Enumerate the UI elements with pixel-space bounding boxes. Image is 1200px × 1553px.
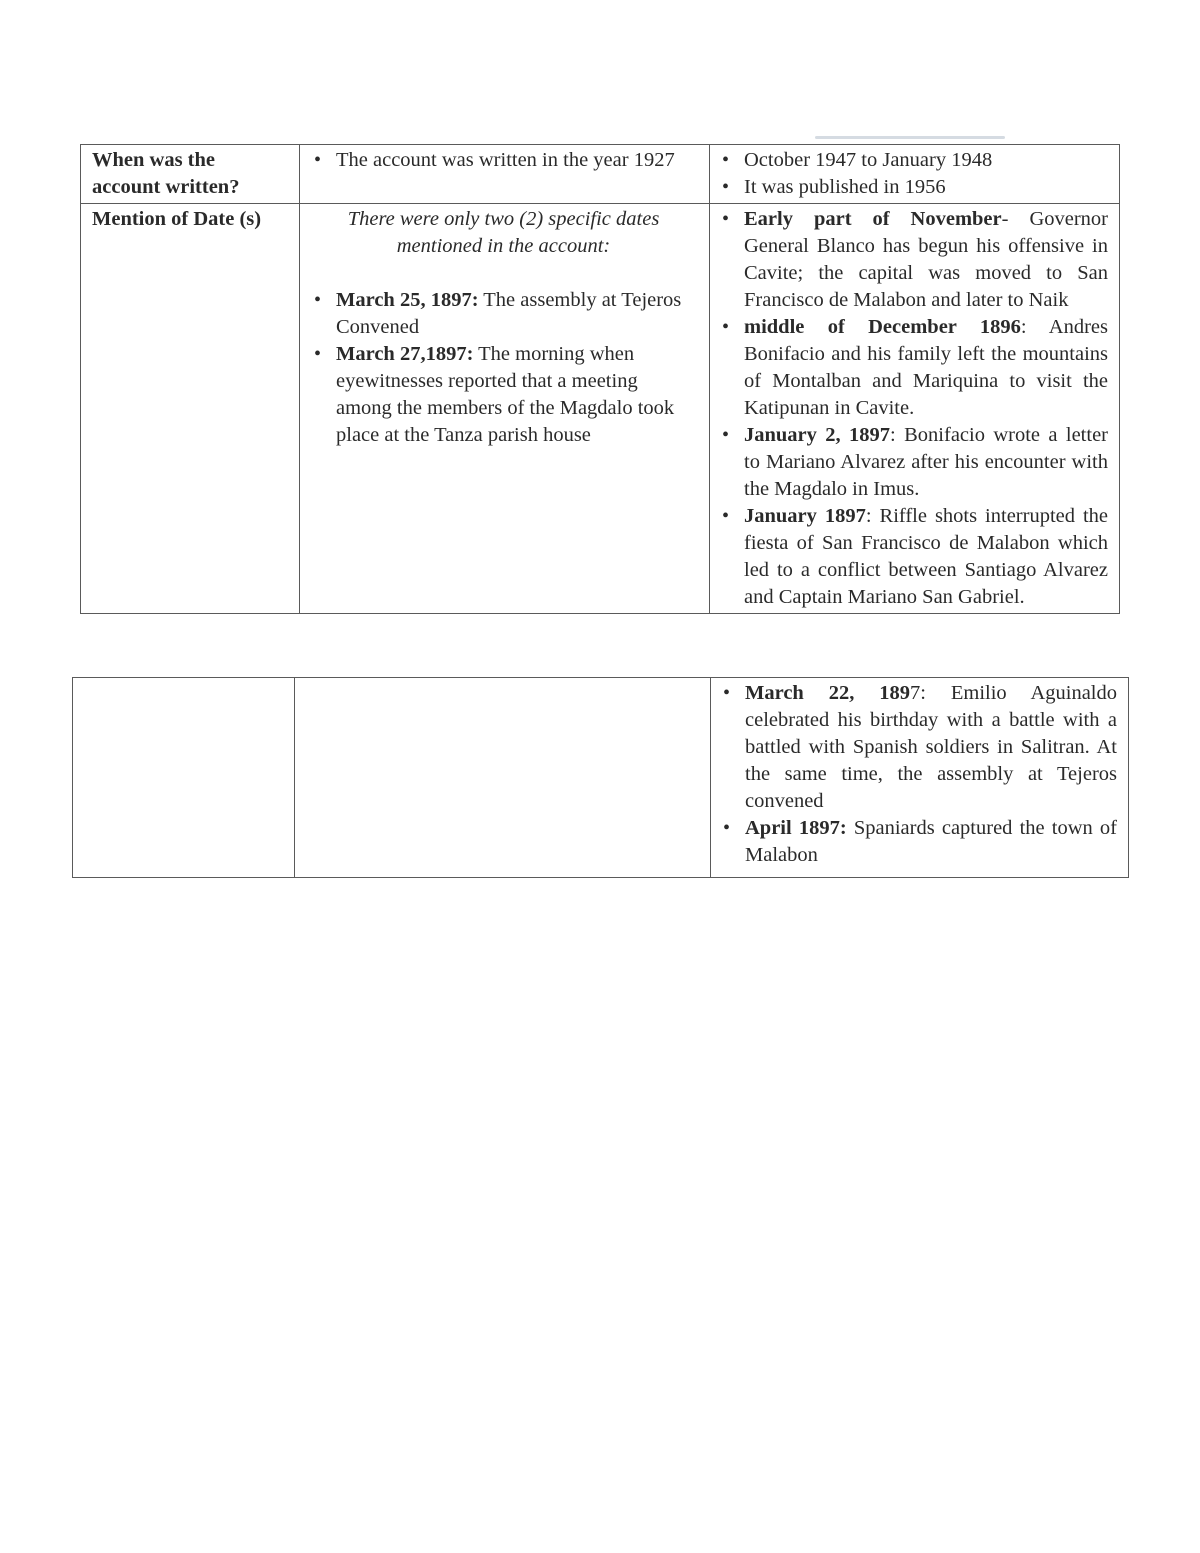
date-label: Early part of November — [744, 208, 1002, 230]
table-row — [73, 678, 1129, 878]
table-row — [81, 204, 1120, 614]
list-item: • It was published in 1956 — [718, 174, 1108, 201]
date-label: March 25, 1897: — [336, 289, 479, 311]
date-description: : Bonifacio wrote a letter to Mariano Alvarez after his encounter with the Magdalo in Imus. — [744, 424, 1108, 500]
date-description: 7: Emilio Aguinaldo celebrated his birthday with a battle with a battled with Spanish soldiers in Salitran. At the same time, the assembly at Tejeros convened — [745, 682, 1117, 812]
empty-cell — [73, 678, 295, 878]
list-item — [719, 680, 1117, 815]
date-description: Spaniards captured the town of Malabon — [745, 817, 1117, 866]
row-label: When was the account written? — [81, 145, 300, 204]
row-label: Mention of Date (s) — [81, 204, 300, 614]
account-cell — [710, 204, 1120, 614]
date-label: middle of December 1896 — [744, 316, 1021, 338]
cropped-text-fragment — [815, 128, 1005, 142]
list-item: • The account was written in the year 1927 — [310, 147, 697, 174]
date-label: January 1897 — [744, 505, 866, 527]
list-item — [310, 287, 697, 341]
date-label: March 22, 189 — [745, 682, 911, 704]
list-item — [719, 815, 1117, 869]
date-description: The morning when eyewitnesses reported that a meeting among the members of the Magdalo took place at the Tanza parish house — [336, 343, 675, 446]
account-cell — [711, 678, 1129, 878]
list-item — [310, 341, 697, 449]
continuation-table — [72, 677, 1129, 878]
date-description: : Andres Bonifacio and his family left the mountains of Montalban and Mariquina to visit the Katipunan in Cavite. — [744, 316, 1108, 419]
date-label: March 27,1897: — [336, 343, 474, 365]
date-description: - Governor General Blanco has begun his offensive in Cavite; the capital was moved to San Francisco de Malabon and later to Naik — [744, 208, 1109, 311]
account-cell — [300, 145, 710, 204]
comparison-table — [80, 144, 1120, 614]
list-item — [718, 314, 1108, 422]
list-item: • October 1947 to January 1948 — [718, 147, 1108, 174]
date-label: January 2, 1897 — [744, 424, 891, 446]
list-item — [718, 206, 1108, 314]
empty-cell — [295, 678, 711, 878]
account-cell — [300, 204, 710, 614]
table-row — [81, 145, 1120, 204]
dates-intro: There were only two (2) specific dates mentioned in the account: — [347, 208, 660, 257]
list-item — [718, 422, 1108, 503]
date-label: April 1897: — [745, 817, 847, 839]
list-item — [718, 503, 1108, 611]
date-description: The assembly at Tejeros Convened — [336, 289, 682, 338]
account-cell — [710, 145, 1120, 204]
date-description: : Riffle shots interrupted the fiesta of San Francisco de Malabon which led to a conflict between Santiago Alvarez and Captain Mariano San Gabriel. — [744, 505, 1109, 608]
